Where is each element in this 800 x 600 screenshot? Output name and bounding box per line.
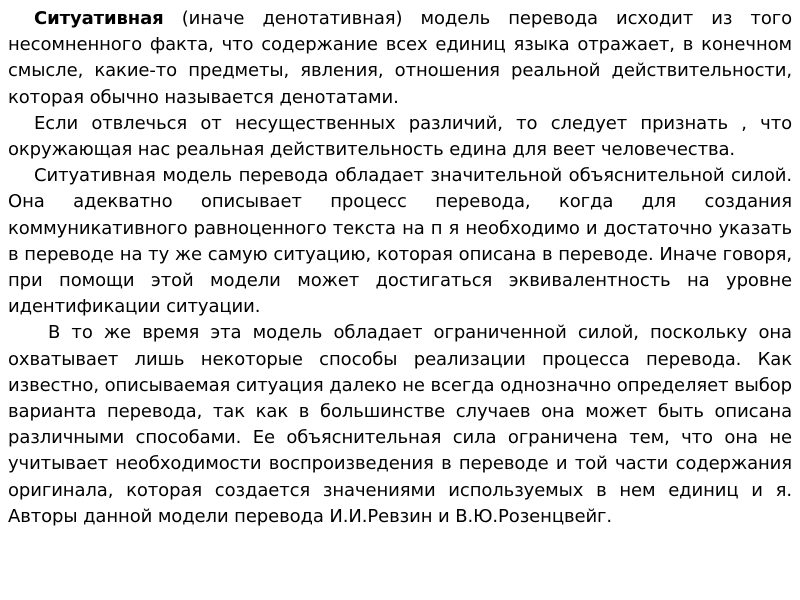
term-situational: Ситуативная [34,8,164,29]
paragraph-text: (иначе денотативная) модель перевода исходит из того несомненного факта, что содержание всех единиц языка отражает, в конечном смысле, какие-то предметы, явления, отношения реальной действительности, которая обычно называется денотатами. [8,8,792,108]
slide [8,6,792,594]
body-text [8,6,792,530]
paragraph-situational-model-definition [8,6,792,111]
paragraph-limitations: В то же время эта модель обладает ограниченной силой, поскольку она охватывает лишь некоторые способы реализации процесса перевода. Как известно, описываемая ситуация далеко не всегда однозначно определяет выбор варианта перевода, так как в большинстве случаев она может быть описана различными способами. Ее объяснительная сила ограничена тем, что она не учитывает необходимости воспроизведения в переводе и той части содержания оригинала, которая создается значениями используемых в нем единиц и я. Авторы данной модели перевода И.И.Ревзин и В.Ю.Розенцвейг. [8,322,792,527]
paragraph-explanatory-power: Ситуативная модель перевода обладает значительной объяснительной силой. Она адекватно описывает процесс перевода, когда для создания коммуникативного равноценного текста на п я необходимо и достаточно указать в переводе на ту же самую ситуацию, которая описана в переводе. Иначе говоря, при помощи этой модели может достигаться эквивалентность на уровне идентификации ситуации. [8,165,792,318]
paragraph-unity-of-reality: Если отвлечься от несущественных различий, то следует признать , что окружающая нас реальная действительность едина для веет человечества. [8,112,792,161]
